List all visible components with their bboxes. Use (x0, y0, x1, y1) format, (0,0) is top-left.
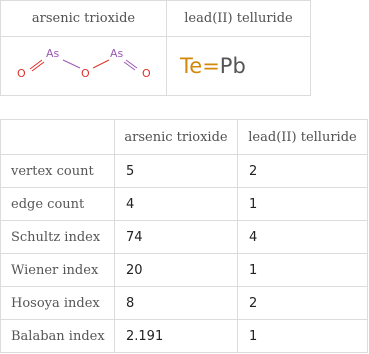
structure-table (0, 0, 311, 96)
row-label: vertex count (1, 155, 115, 188)
atom-oxygen-1: O (17, 67, 26, 80)
value-b: 1 (238, 320, 368, 353)
value-b: 4 (238, 221, 368, 254)
value-a: 5 (115, 155, 238, 188)
table-row (1, 254, 368, 287)
row-label: edge count (1, 188, 115, 221)
value-a: 4 (115, 188, 238, 221)
bond-as1-o2 (63, 60, 80, 68)
value-a: 2.191 (115, 320, 238, 353)
bond-as2-o3-b (124, 62, 135, 70)
value-b: 2 (238, 287, 368, 320)
value-a: 20 (115, 254, 238, 287)
value-b: 1 (238, 188, 368, 221)
table-row (1, 320, 368, 353)
bond-as2-o3-a (126, 60, 137, 68)
header-compound-a: arsenic trioxide (115, 120, 238, 155)
header-blank (1, 120, 115, 155)
value-a: 8 (115, 287, 238, 320)
row-label: Wiener index (1, 254, 115, 287)
row-label: Schultz index (1, 221, 115, 254)
lead-telluride-structure (167, 37, 311, 96)
row-label: Hosoya index (1, 287, 115, 320)
atom-arsenic-1: As (46, 47, 60, 60)
table-row (1, 155, 368, 188)
arsenic-trioxide-structure (1, 37, 167, 96)
compound-b-header: lead(II) telluride (167, 1, 311, 37)
value-b: 2 (238, 155, 368, 188)
double-bond: = (202, 54, 220, 78)
graph-properties-table (0, 119, 368, 353)
atom-oxygen-2: O (81, 67, 90, 80)
value-a: 74 (115, 221, 238, 254)
table-row (1, 287, 368, 320)
arsenic-trioxide-diagram (1, 37, 166, 91)
compound-a-header: arsenic trioxide (1, 1, 167, 37)
atom-tellurium: Te (180, 54, 203, 78)
atom-lead: Pb (219, 54, 246, 78)
table-header-row (1, 120, 368, 155)
atom-arsenic-2: As (110, 47, 124, 60)
table-row (1, 221, 368, 254)
atom-oxygen-3: O (142, 67, 151, 80)
value-b: 1 (238, 254, 368, 287)
bond-o2-as2 (93, 60, 109, 68)
row-label: Balaban index (1, 320, 115, 353)
header-compound-b: lead(II) telluride (238, 120, 368, 155)
table-row (1, 188, 368, 221)
